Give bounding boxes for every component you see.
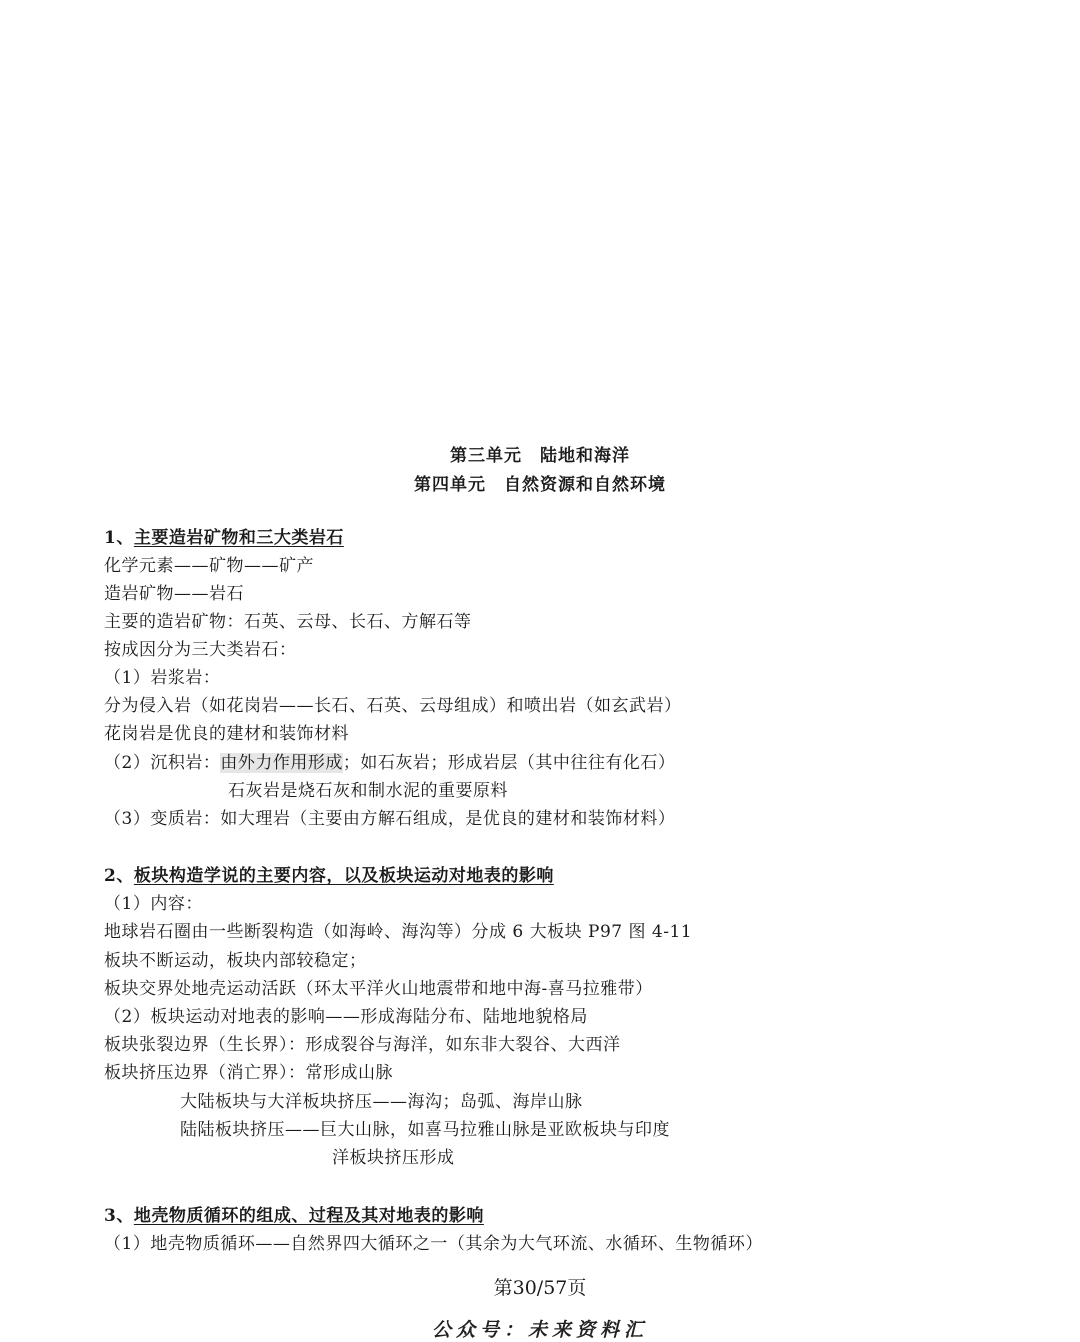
text-line: （1）地壳物质循环——自然界四大循环之一（其余为大气环流、水循环、生物循环） <box>104 1234 763 1254</box>
text-line: 板块挤压边界（消亡界）：常形成山脉 <box>104 1063 393 1083</box>
text-line: （1）岩浆岩： <box>104 668 221 688</box>
text-line: 主要的造岩矿物：石英、云母、长石、方解石等 <box>104 612 472 632</box>
section-3-title: 地壳物质循环的组成、过程及其对地表的影响 <box>133 1206 484 1226</box>
text-line: 板块交界处地壳运动活跃（环太平洋火山地震带和地中海-喜马拉雅带） <box>104 979 653 999</box>
text-line: 板块张裂边界（生长界）：形成裂谷与海洋，如东非大裂谷、大西洋 <box>104 1035 621 1055</box>
highlighted-text: 由外力作用形成 <box>220 753 343 773</box>
text-line: （1）内容： <box>104 894 203 914</box>
text-line: 地球岩石圈由一些断裂构造（如海岭、海沟等）分成 6 大板块 P97 图 4-11 <box>104 922 693 942</box>
text-line: 化学元素——矿物——矿产 <box>104 556 314 576</box>
text-line: （3）变质岩：如大理岩（主要由方解石组成，是优良的建材和装饰材料） <box>104 809 676 829</box>
sedimentary-prefix: （2）沉积岩： <box>104 753 221 773</box>
watermark: 公众号：未来资料汇 <box>431 1319 648 1341</box>
section-3-heading <box>104 1205 484 1227</box>
text-line: 造岩矿物——岩石 <box>104 584 244 604</box>
section-2-title: 板块构造学说的主要内容，以及板块运动对地表的影响 <box>133 866 554 886</box>
unit-title-4: 第四单元 自然资源和自然环境 <box>414 475 666 495</box>
text-line: 花岗岩是优良的建材和装饰材料 <box>104 724 349 744</box>
section-2-number: 2、 <box>104 866 134 886</box>
sedimentary-line <box>104 752 675 774</box>
text-line: 洋板块挤压形成 <box>332 1148 455 1168</box>
text-line: （2）板块运动对地表的影响——形成海陆分布、陆地地貌格局 <box>104 1007 588 1027</box>
text-line: 按成因分为三大类岩石： <box>104 640 297 660</box>
page-number: 第30/57页 <box>493 1277 587 1299</box>
text-line: 板块不断运动，板块内部较稳定； <box>104 951 367 971</box>
section-2-heading <box>104 865 554 887</box>
section-1-number: 1、 <box>104 528 134 548</box>
text-line: 石灰岩是烧石灰和制水泥的重要原料 <box>228 781 508 801</box>
text-line: 分为侵入岩（如花岗岩——长石、石英、云母组成）和喷出岩（如玄武岩） <box>104 696 682 716</box>
section-1-title: 主要造岩矿物和三大类岩石 <box>133 528 344 548</box>
unit-title-3: 第三单元 陆地和海洋 <box>450 446 630 466</box>
section-3-number: 3、 <box>104 1206 134 1226</box>
section-1-heading <box>104 527 344 549</box>
text-line: 陆陆板块挤压——巨大山脉，如喜马拉雅山脉是亚欧板块与印度 <box>180 1120 670 1140</box>
sedimentary-suffix: ；如石灰岩；形成岩层（其中往往有化石） <box>342 753 676 773</box>
text-line: 大陆板块与大洋板块挤压——海沟；岛弧、海岸山脉 <box>180 1092 583 1112</box>
